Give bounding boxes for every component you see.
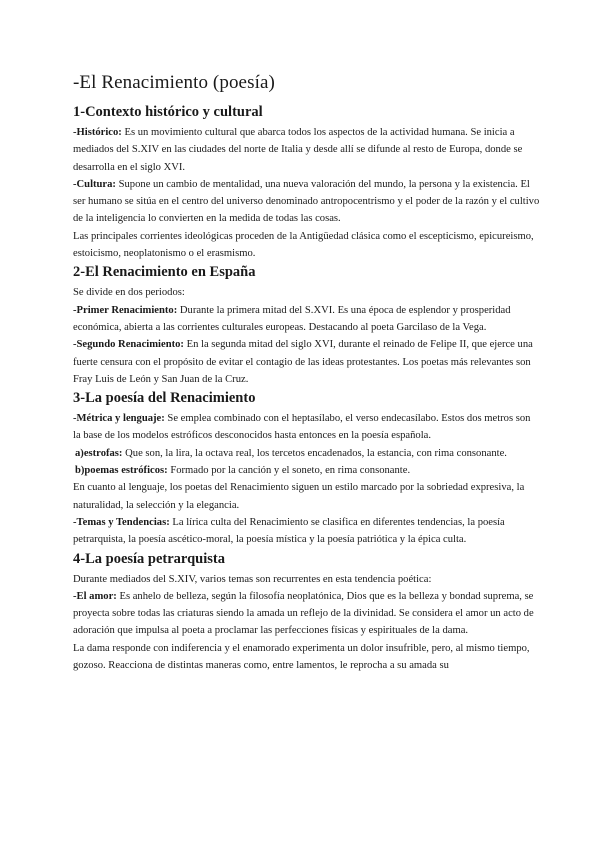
paragraph-primer-renacimiento — [73, 302, 540, 337]
section-heading-1: 1-Contexto histórico y cultural — [73, 104, 263, 120]
term-label: a)estrofas: — [75, 447, 123, 459]
term-label: -Métrica y lenguaje: — [73, 413, 165, 425]
paragraph-text: Es anhelo de belleza, según la filosofía neoplatónica, Dios que es la belleza y bondad suprema, se proyecta sobre todas las criaturas siendo la amada un reflejo de la divinidad. Se considera el amor un acto de adoración que impulsa al poeta a proclamar las perfecciones físicas y espirituales de la dama. — [73, 590, 534, 637]
term-label: -Histórico: — [73, 127, 122, 138]
section-heading-3: 3-La poesía del Renacimiento — [73, 390, 256, 407]
paragraph-historico — [73, 124, 540, 176]
term-label: -Primer Renacimiento: — [73, 304, 178, 316]
paragraph-text: Se emplea combinado con el heptasílabo, el verso endecasílabo. Estos dos metros son la base de los modelos estróficos desconocidos hasta entonces en la poesía española. — [73, 413, 531, 442]
paragraph-poemas-estroficos — [73, 462, 540, 479]
paragraph-corrientes: Las principales corrientes ideológicas proceden de la Antigüedad clásica como el escepticismo, epicureismo, estoicismo, neoplatonismo o el erasmismo. — [73, 230, 534, 260]
paragraph-text: Es un movimiento cultural que abarca todos los aspectos de la actividad humana. Se inicia a mediados del S.XIV en las ciudades del norte de Italia y desde allí se difunde al resto de Europa, donde se desarrolla en el siglo XVI. — [73, 127, 523, 173]
paragraph-temas — [73, 514, 540, 549]
paragraph-segundo-renacimiento — [73, 336, 540, 388]
paragraph-cultura — [73, 176, 540, 228]
paragraph-text: En la segunda mitad del siglo XVI, durante el reinado de Felipe II, que ejerce una fuerte censura con el propósito de evitar el contagio de las ideas protestantes. Los poetas más relevantes son Fray Luis de León y San Juan de la Cruz. — [73, 339, 533, 385]
paragraph-metrica — [73, 410, 540, 445]
paragraph-text: Que son, la lira, la octava real, los tercetos encadenados, la estancia, con rima consonante. — [122, 447, 507, 459]
paragraph-text: Durante la primera mitad del S.XVI. Es una época de esplendor y prosperidad económica, abierta a las corrientes culturales europeas. Destacando al poeta Garcilaso de la Vega. — [73, 304, 511, 333]
term-label: -Cultura: — [73, 178, 116, 190]
paragraph-text: Supone un cambio de mentalidad, una nueva valoración del mundo, la persona y la existencia. El ser humano se sitúa en el centro del universo denominado antropocentrismo y el poder de la razón y el cultivo de la inteligencia lo convierten en la medida de todas las cosas. — [73, 178, 540, 225]
section-heading-2: 2-El Renacimiento en España — [73, 264, 256, 281]
term-label: b)poemas estróficos: — [75, 465, 168, 477]
paragraph-intro: Se divide en dos periodos: — [73, 287, 185, 299]
paragraph-estrofas — [73, 445, 540, 462]
term-label: -El amor: — [73, 590, 117, 602]
term-label: -Segundo Renacimiento: — [73, 339, 184, 351]
paragraph-text: Formado por la canción y el soneto, en rima consonante. — [167, 465, 411, 477]
section-heading-4: 4-La poesía petrarquista — [73, 550, 225, 567]
paragraph-text: La lírica culta del Renacimiento se clasifica en diferentes tendencias, la poesía petrarquista, la poesía ascético-moral, la poesía mística y la poesía patriótica y la épica culta. — [73, 516, 505, 546]
paragraph-amor — [73, 588, 540, 640]
paragraph-lenguaje: En cuanto al lenguaje, los poetas del Renacimiento siguen un estilo marcado por la sobriedad expresiva, la naturalidad, la selección y la elegancia. — [73, 482, 525, 511]
page-title: -El Renacimiento (poesía) — [73, 72, 275, 93]
paragraph-dama: La dama responde con indiferencia y el enamorado experimenta un dolor insufrible, pero, al mismo tiempo, gozoso. Reacciona de distintas maneras como, entre lamentos, le reprocha a su amada su — [73, 642, 530, 672]
paragraph-intro: Durante mediados del S.XIV, varios temas son recurrentes en esta tendencia poética: — [73, 573, 432, 585]
term-label: -Temas y Tendencias: — [73, 516, 170, 528]
